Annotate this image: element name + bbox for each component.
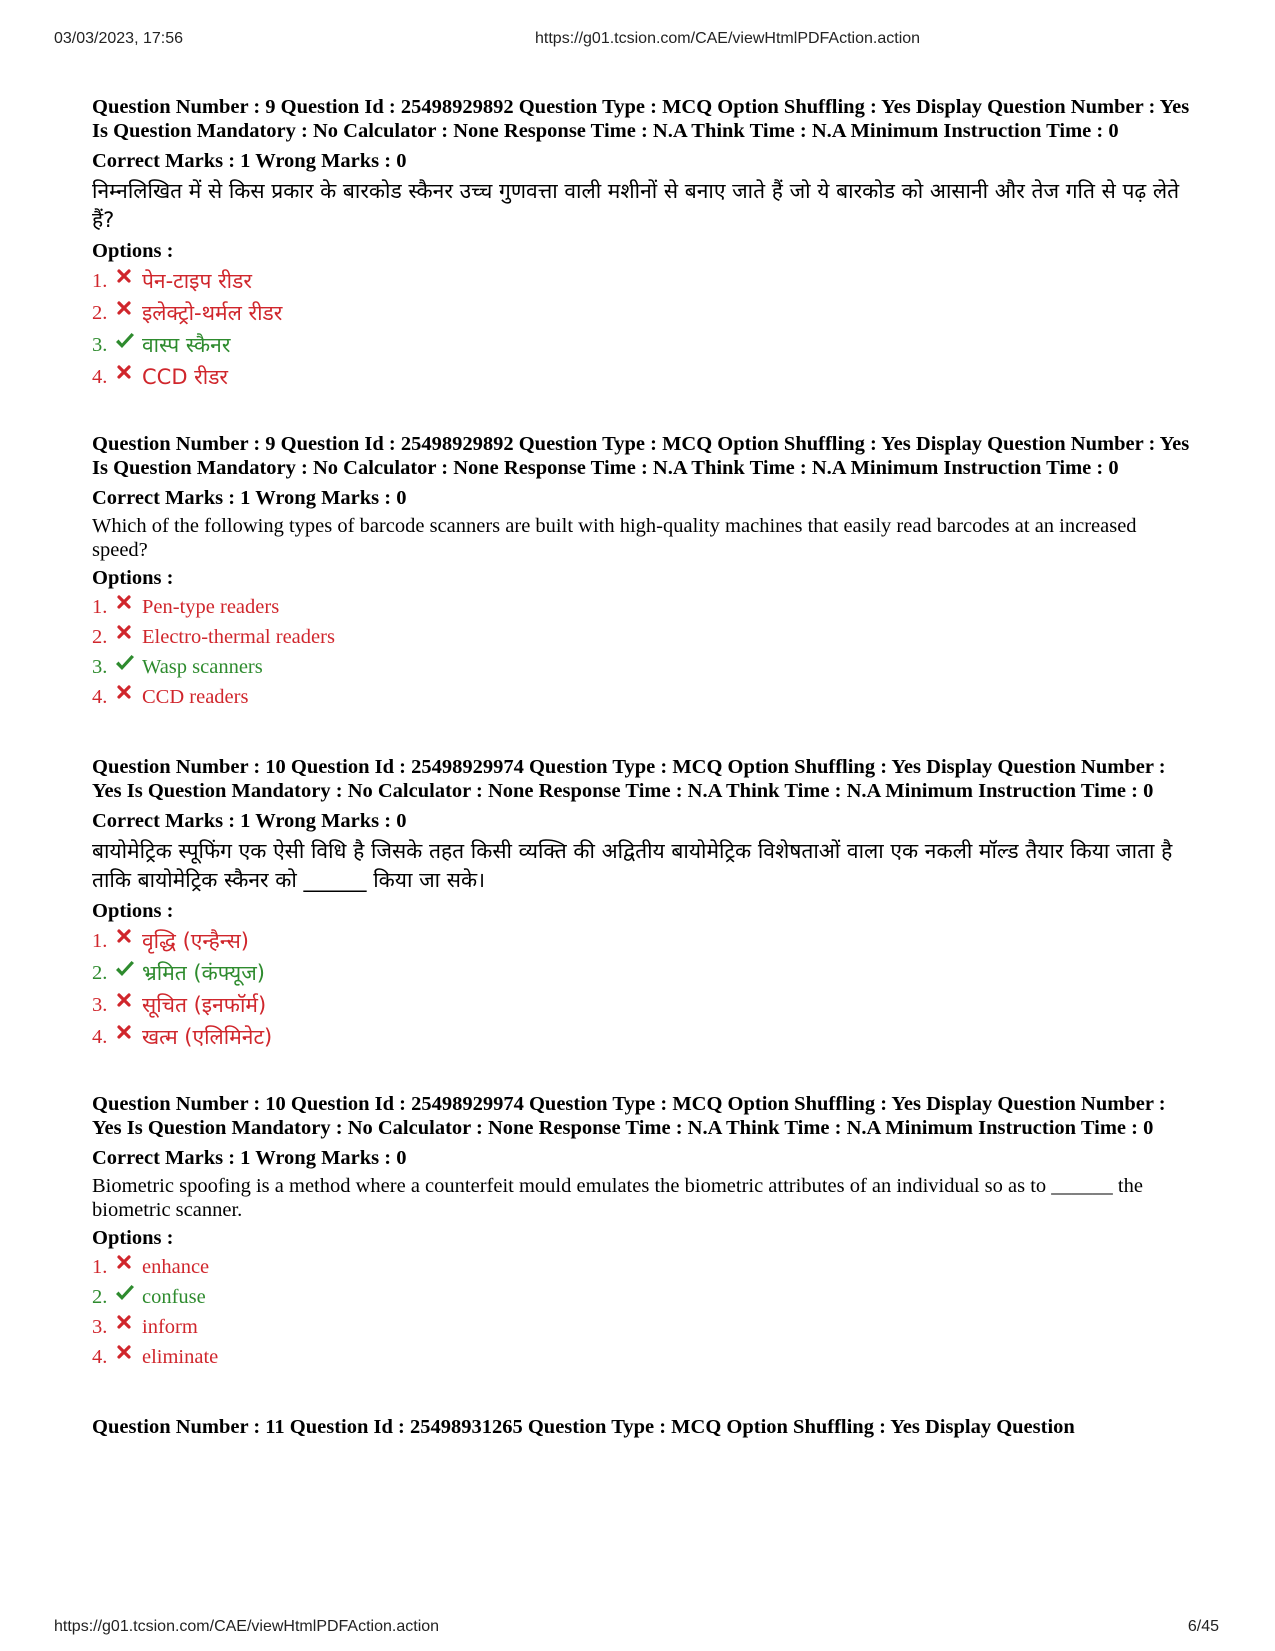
question-meta: Question Number : 9 Question Id : 25498929892 Question Type : MCQ Option Shuffling : Yes Display Question Number : Yes Is Question Mandatory : No Calculator : None Response Time : N.A Think Time : N.A Minimum Instruction Time : 0 — [92, 96, 1190, 142]
cross-icon — [114, 622, 136, 644]
option-number: 1. — [92, 270, 108, 292]
check-icon — [114, 330, 136, 352]
cross-icon — [114, 682, 136, 704]
option-text: पेन-टाइप रीडर — [142, 269, 252, 293]
option-number: 2. — [92, 302, 108, 324]
option-text: Electro-thermal readers — [142, 626, 335, 648]
cross-icon — [114, 926, 136, 948]
cross-icon — [114, 592, 136, 614]
options-label: Options : — [92, 1227, 174, 1249]
question-marks: Correct Marks : 1 Wrong Marks : 0 — [92, 150, 407, 172]
option-item — [92, 1342, 1192, 1372]
question-block — [92, 95, 1192, 393]
option-text: वास्प स्कैनर — [142, 333, 231, 357]
cross-icon — [114, 1342, 136, 1364]
option-text: खत्म (एलिमिनेट) — [142, 1025, 273, 1049]
page-number: 6/45 — [1187, 1618, 1219, 1635]
question-meta: Question Number : 9 Question Id : 25498929892 Question Type : MCQ Option Shuffling : Yes Display Question Number : Yes Is Question Mandatory : No Calculator : None Response Time : N.A Think Time : N.A Minimum Instruction Time : 0 — [92, 433, 1190, 479]
options-list — [92, 1252, 1192, 1372]
option-item — [92, 329, 1192, 361]
option-item — [92, 989, 1192, 1021]
option-item — [92, 925, 1192, 957]
options-list — [92, 592, 1192, 712]
option-item — [92, 1282, 1192, 1312]
option-item — [92, 361, 1192, 393]
question-paper — [92, 95, 1192, 1439]
print-footer — [0, 1618, 1275, 1638]
option-text: Wasp scanners — [142, 656, 263, 678]
option-text: वृद्धि (एन्हैन्स) — [142, 929, 249, 953]
print-header — [0, 30, 1275, 50]
option-number: 2. — [92, 626, 108, 648]
question-block — [92, 1092, 1192, 1372]
option-item — [92, 1021, 1192, 1053]
option-number: 1. — [92, 596, 108, 618]
option-item — [92, 592, 1192, 622]
option-item — [92, 682, 1192, 712]
print-datetime: 03/03/2023, 17:56 — [54, 30, 184, 47]
option-text: Pen-type readers — [142, 596, 280, 618]
option-text: इलेक्ट्रो-थर्मल रीडर — [142, 301, 283, 325]
cross-icon — [114, 990, 136, 1012]
options-label: Options : — [92, 900, 174, 922]
options-label: Options : — [92, 567, 174, 589]
option-number: 1. — [92, 930, 108, 952]
options-list — [92, 265, 1192, 393]
option-number: 4. — [92, 686, 108, 708]
option-item — [92, 265, 1192, 297]
option-item — [92, 622, 1192, 652]
question-text: Biometric spoofing is a method where a counterfeit mould emulates the biometric attributes of an individual so as to ______ the biometric scanner. — [92, 1175, 1143, 1221]
cross-icon — [114, 1022, 136, 1044]
option-item — [92, 652, 1192, 682]
footer-url[interactable]: https://g01.tcsion.com/CAE/viewHtmlPDFAction.action — [54, 1618, 440, 1635]
question-marks: Correct Marks : 1 Wrong Marks : 0 — [92, 1147, 407, 1169]
option-text: भ्रमित (कंफ्यूज) — [142, 961, 265, 985]
options-label: Options : — [92, 240, 174, 262]
check-icon — [114, 652, 136, 674]
question-marks: Correct Marks : 1 Wrong Marks : 0 — [92, 487, 407, 509]
option-item — [92, 1312, 1192, 1342]
option-number: 3. — [92, 334, 108, 356]
cross-icon — [114, 298, 136, 320]
question-marks: Correct Marks : 1 Wrong Marks : 0 — [92, 810, 407, 832]
option-text: eliminate — [142, 1346, 219, 1368]
option-text: inform — [142, 1316, 198, 1338]
question-meta: Question Number : 11 Question Id : 25498931265 Question Type : MCQ Option Shuffling : Yes Display Question — [92, 1416, 1075, 1438]
option-text: सूचित (इनफॉर्म) — [142, 993, 267, 1017]
cross-icon — [114, 362, 136, 384]
option-number: 2. — [92, 1286, 108, 1308]
question-text: निम्नलिखित में से किस प्रकार के बारकोड स्कैनर उच्च गुणवत्ता वाली मशीनों से बनाए जाते हैं जो ये बारकोड को आसानी और तेज गति से पढ़ लेते हैं? — [92, 179, 1180, 232]
question-text: Which of the following types of barcode scanners are built with high-quality machines that easily read barcodes at an increased speed? — [92, 515, 1137, 561]
option-number: 4. — [92, 366, 108, 388]
cross-icon — [114, 266, 136, 288]
option-text: confuse — [142, 1286, 206, 1308]
option-text: CCD रीडर — [142, 365, 229, 389]
check-icon — [114, 958, 136, 980]
option-item — [92, 297, 1192, 329]
check-icon — [114, 1282, 136, 1304]
cross-icon — [114, 1252, 136, 1274]
option-number: 3. — [92, 656, 108, 678]
option-number: 4. — [92, 1346, 108, 1368]
question-meta: Question Number : 10 Question Id : 25498929974 Question Type : MCQ Option Shuffling : Yes Display Question Number : Yes Is Question Mandatory : No Calculator : None Response Time : N.A Think Time : N.A Minimum Instruction Time : 0 — [92, 756, 1166, 802]
cross-icon — [114, 1312, 136, 1334]
question-text: बायोमेट्रिक स्पूफिंग एक ऐसी विधि है जिसके तहत किसी व्यक्ति की अद्वितीय बायोमेट्रिक विशेषताओं वाला एक नकली मॉल्ड तैयार किया जाता है ताकि बायोमेट्रिक स्कैनर को ______ किया जा सके। — [92, 839, 1173, 892]
option-number: 3. — [92, 994, 108, 1016]
option-number: 3. — [92, 1316, 108, 1338]
question-block — [92, 432, 1192, 712]
option-number: 4. — [92, 1026, 108, 1048]
print-url[interactable]: https://g01.tcsion.com/CAE/viewHtmlPDFAction.action — [535, 30, 921, 47]
option-item — [92, 1252, 1192, 1282]
option-text: CCD readers — [142, 686, 249, 708]
question-block — [92, 755, 1192, 1053]
option-item — [92, 957, 1192, 989]
option-number: 2. — [92, 962, 108, 984]
option-number: 1. — [92, 1256, 108, 1278]
option-text: enhance — [142, 1256, 210, 1278]
question-meta: Question Number : 10 Question Id : 25498929974 Question Type : MCQ Option Shuffling : Yes Display Question Number : Yes Is Question Mandatory : No Calculator : None Response Time : N.A Think Time : N.A Minimum Instruction Time : 0 — [92, 1093, 1166, 1139]
options-list — [92, 925, 1192, 1053]
